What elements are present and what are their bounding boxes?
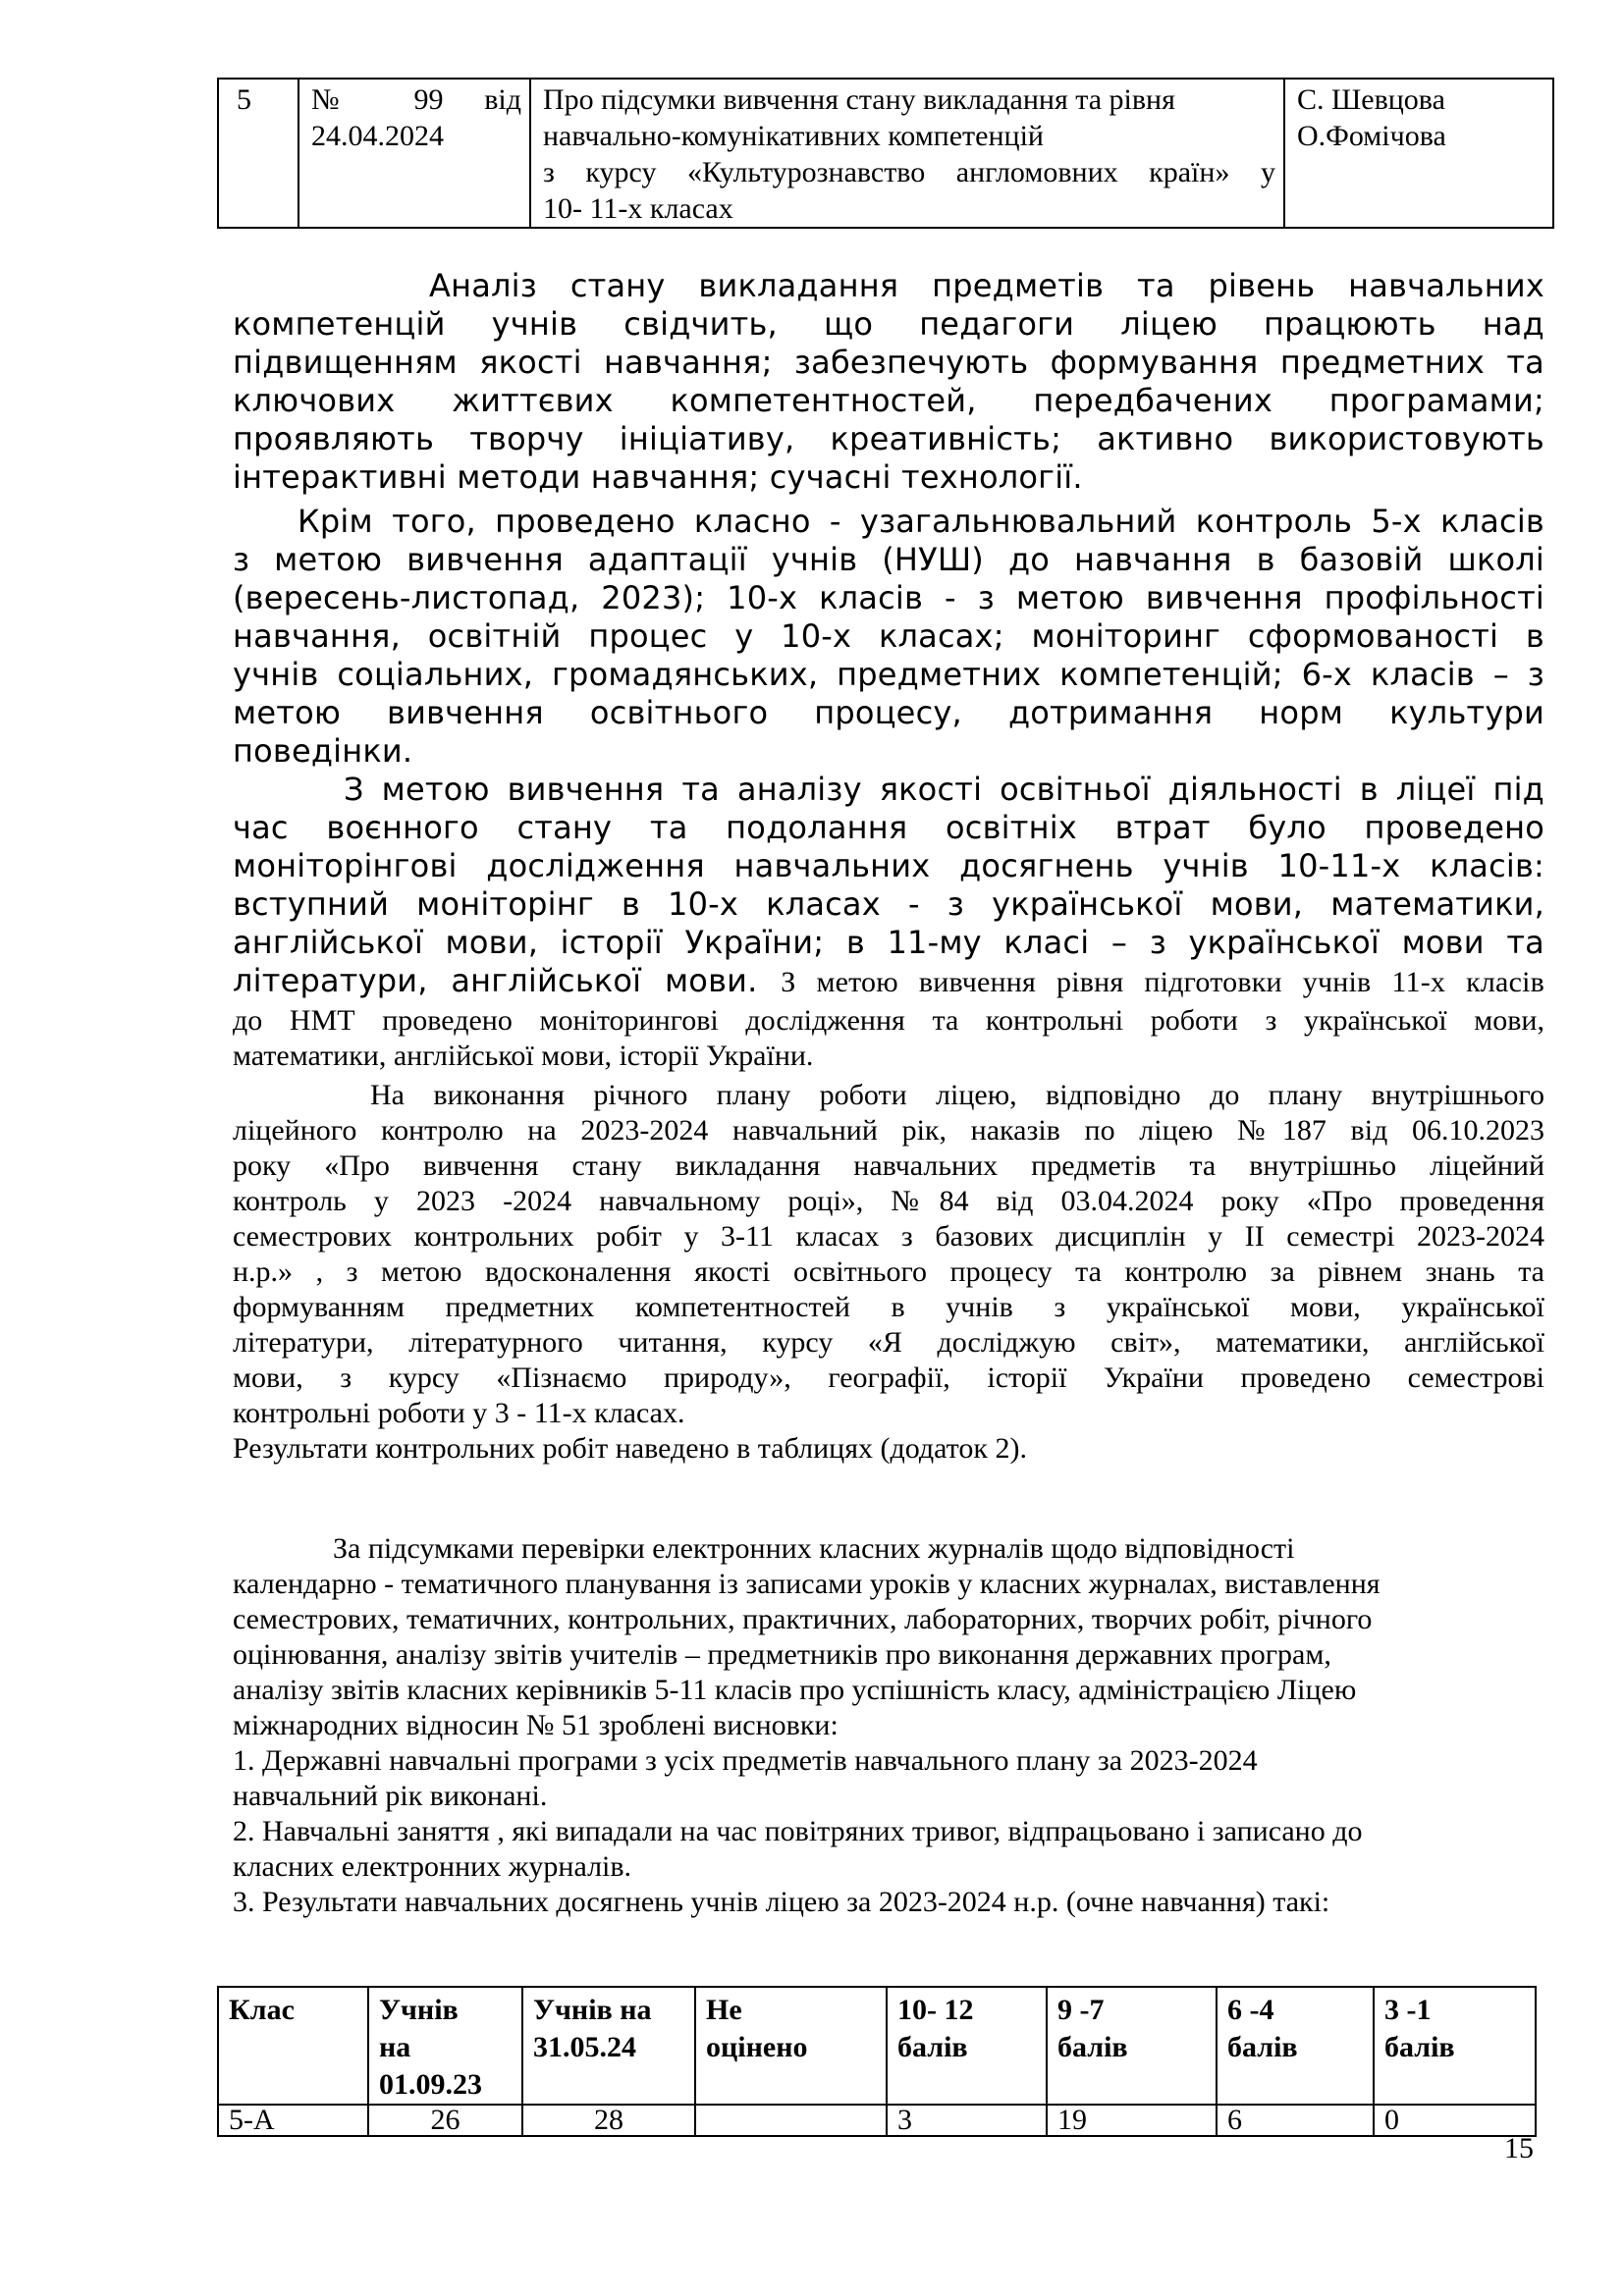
results-table [217,1986,1537,2137]
row-number: 5 [218,79,298,228]
order-date: 24.04.2024 [311,120,444,152]
column-header: 10- 12 балів [887,1987,1047,2105]
conclusion-1: 1. Державні навчальні програми з усіх предметів навчального плану за 2023-2024 [233,1744,1258,1777]
table-cell: 0 [1374,2105,1536,2136]
order-number: № 99 від [311,83,521,116]
orders-table [217,78,1554,229]
paragraph-journal-check: За підсумками перевірки електронних класних журналів щодо відповідності календарно - тематичного планування із записами уроків у класних журналах, виставлення семестрових, тематичних, контрольних, практичних, лабораторних, творчих робіт, річного оцінювання, аналізу звітів учителів – предметників про виконання державних програм, аналізу звітів класних керівників 5-11 класів про успішність класу, адміністрацією Ліцею міжнародних відносин № 51 зроблені висновки: 1. Державні навчальні програми з усіх предметів навчального плану за 2023-2024 навчальний рік виконані. 2. Навчальні заняття , які випадали на час повітряних тривог, відпрацьовано і записано до класних електронних журналів. 3. Результати навчальних досягнень учнів ліцею за 2023-2024 н.р. (очне навчання) такі: [233,1531,1544,1920]
order-title-line: Про підсумки вивчення стану викладання та рівня [543,83,1175,116]
column-header: 9 -7 балів [1047,1987,1217,2105]
table-cell: 5-А [218,2105,368,2136]
table-cell: 19 [1047,2105,1217,2136]
paragraph-class-control: Крім того, проведено класно - узагальнювальний контроль 5-х класів з метою вивчення адаптації учнів (НУШ) до навчання в базовій школі (вересень-листопад, 2023); 10-х класів - з метою вивчення профільності навчання, освітній процес у 10-х класах; моніторинг сформованості в учнів соціальних, громадянських, предметних компетенцій; 6-х класів – з метою вивчення освітнього процесу, дотримання норм культури поведінки. [233,503,1544,770]
column-header: 6 -4 балів [1217,1987,1374,2105]
page-number: 15 [1504,2132,1534,2164]
responsible-person: О.Фомічова [1297,120,1446,152]
conclusion-2: 2. Навчальні заняття , які випадали на час повітряних тривог, відпрацьовано і записано до [233,1815,1363,1847]
column-header: Клас [218,1987,368,2105]
paragraph-semester-tests: На виконання річного плану роботи ліцею, відповідно до плану внутрішнього ліцейного контролю на 2023-2024 навчальний рік, наказів по ліцею №187 від 06.10.2023 року «Про вивчення стану викладання навчальних предметів та внутрішньо ліцейний контроль у 2023 -2024 навчальному році», №84 від 03.04.2024 року «Про проведення семестрових контрольних робіт у 3-11 класах з базових дисциплін у ІІ семестрі 2023-2024 н.р.» , з метою вдосконалення якості освітнього процесу та контролю за рівнем знань та формуванням предметних компетентностей в учнів з української мови, української літератури, літературного читання, курсу «Я досліджую світ», математики, англійської мови, з курсу «Пізнаємо природу», географії, історії України проведено семестрові контрольні роботи у 3 - 11-х класах. Результати контрольних робіт наведено в таблицях (додаток 2). [233,1079,1544,1465]
table-header-row [218,1987,1536,2105]
order-title-line: навчально-комунікативних компетенцій [543,120,1044,152]
order-title-cell [530,79,1284,228]
paragraph-analysis: Аналіз стану викладання предметів та рівень навчальних компетенцій учнів свідчить, що педагоги ліцею працюють над підвищенням якості навчання; забезпечують формування предметних та ключових життєвих компетентностей, передбачених програмами; проявляють творчу ініціативу, креативність; активно використовують інтерактивні методи навчання; сучасні технології. [233,267,1544,496]
table-cell: 6 [1217,2105,1374,2136]
results-note: Результати контрольних робіт наведено в таблицях (додаток 2). [233,1432,1027,1465]
order-cell [298,79,530,228]
order-title-line: 10- 11-х класах [543,192,733,225]
order-title-line: з курсу «Культурознавство англомовних країн» у [543,156,1275,188]
responsible-cell [1284,79,1553,228]
conclusion-3: 3. Результати навчальних досягнень учнів ліцею за 2023-2024 н.р. (очне навчання) такі: [233,1886,1330,1918]
table-cell [695,2105,887,2136]
responsible-person: С. Шевцова [1297,83,1445,116]
table-cell: 28 [522,2105,695,2136]
column-header: Учнів на 01.09.23 [368,1987,522,2105]
column-header: Не оцінено [695,1987,887,2105]
column-header: Учнів на 31.05.24 [522,1987,695,2105]
column-header: 3 -1 балів [1374,1987,1536,2105]
table-row [218,2105,1536,2136]
table-row [218,79,1553,228]
paragraph-monitoring: З метою вивчення та аналізу якості освітньої діяльності в ліцеї під час воєнного стану та подолання освітніх втрат було проведено моніторінгові дослідження навчальних досягнень учнів 10-11-х класів: вступний моніторінг в 10-х класах - з української мови, математики, англійської мови, історії України; в 11-му класі – з української мови та літератури, англійської мови. З метою вивчення рівня підготовки учнів 11-х класів [233,771,1544,999]
table-cell: 26 [368,2105,522,2136]
paragraph-nmt: до НМТ проведено моніторингові дослідження та контрольні роботи з української мови, математики, англійської мови, історії України. [233,1004,1544,1072]
table-cell: 3 [887,2105,1047,2136]
